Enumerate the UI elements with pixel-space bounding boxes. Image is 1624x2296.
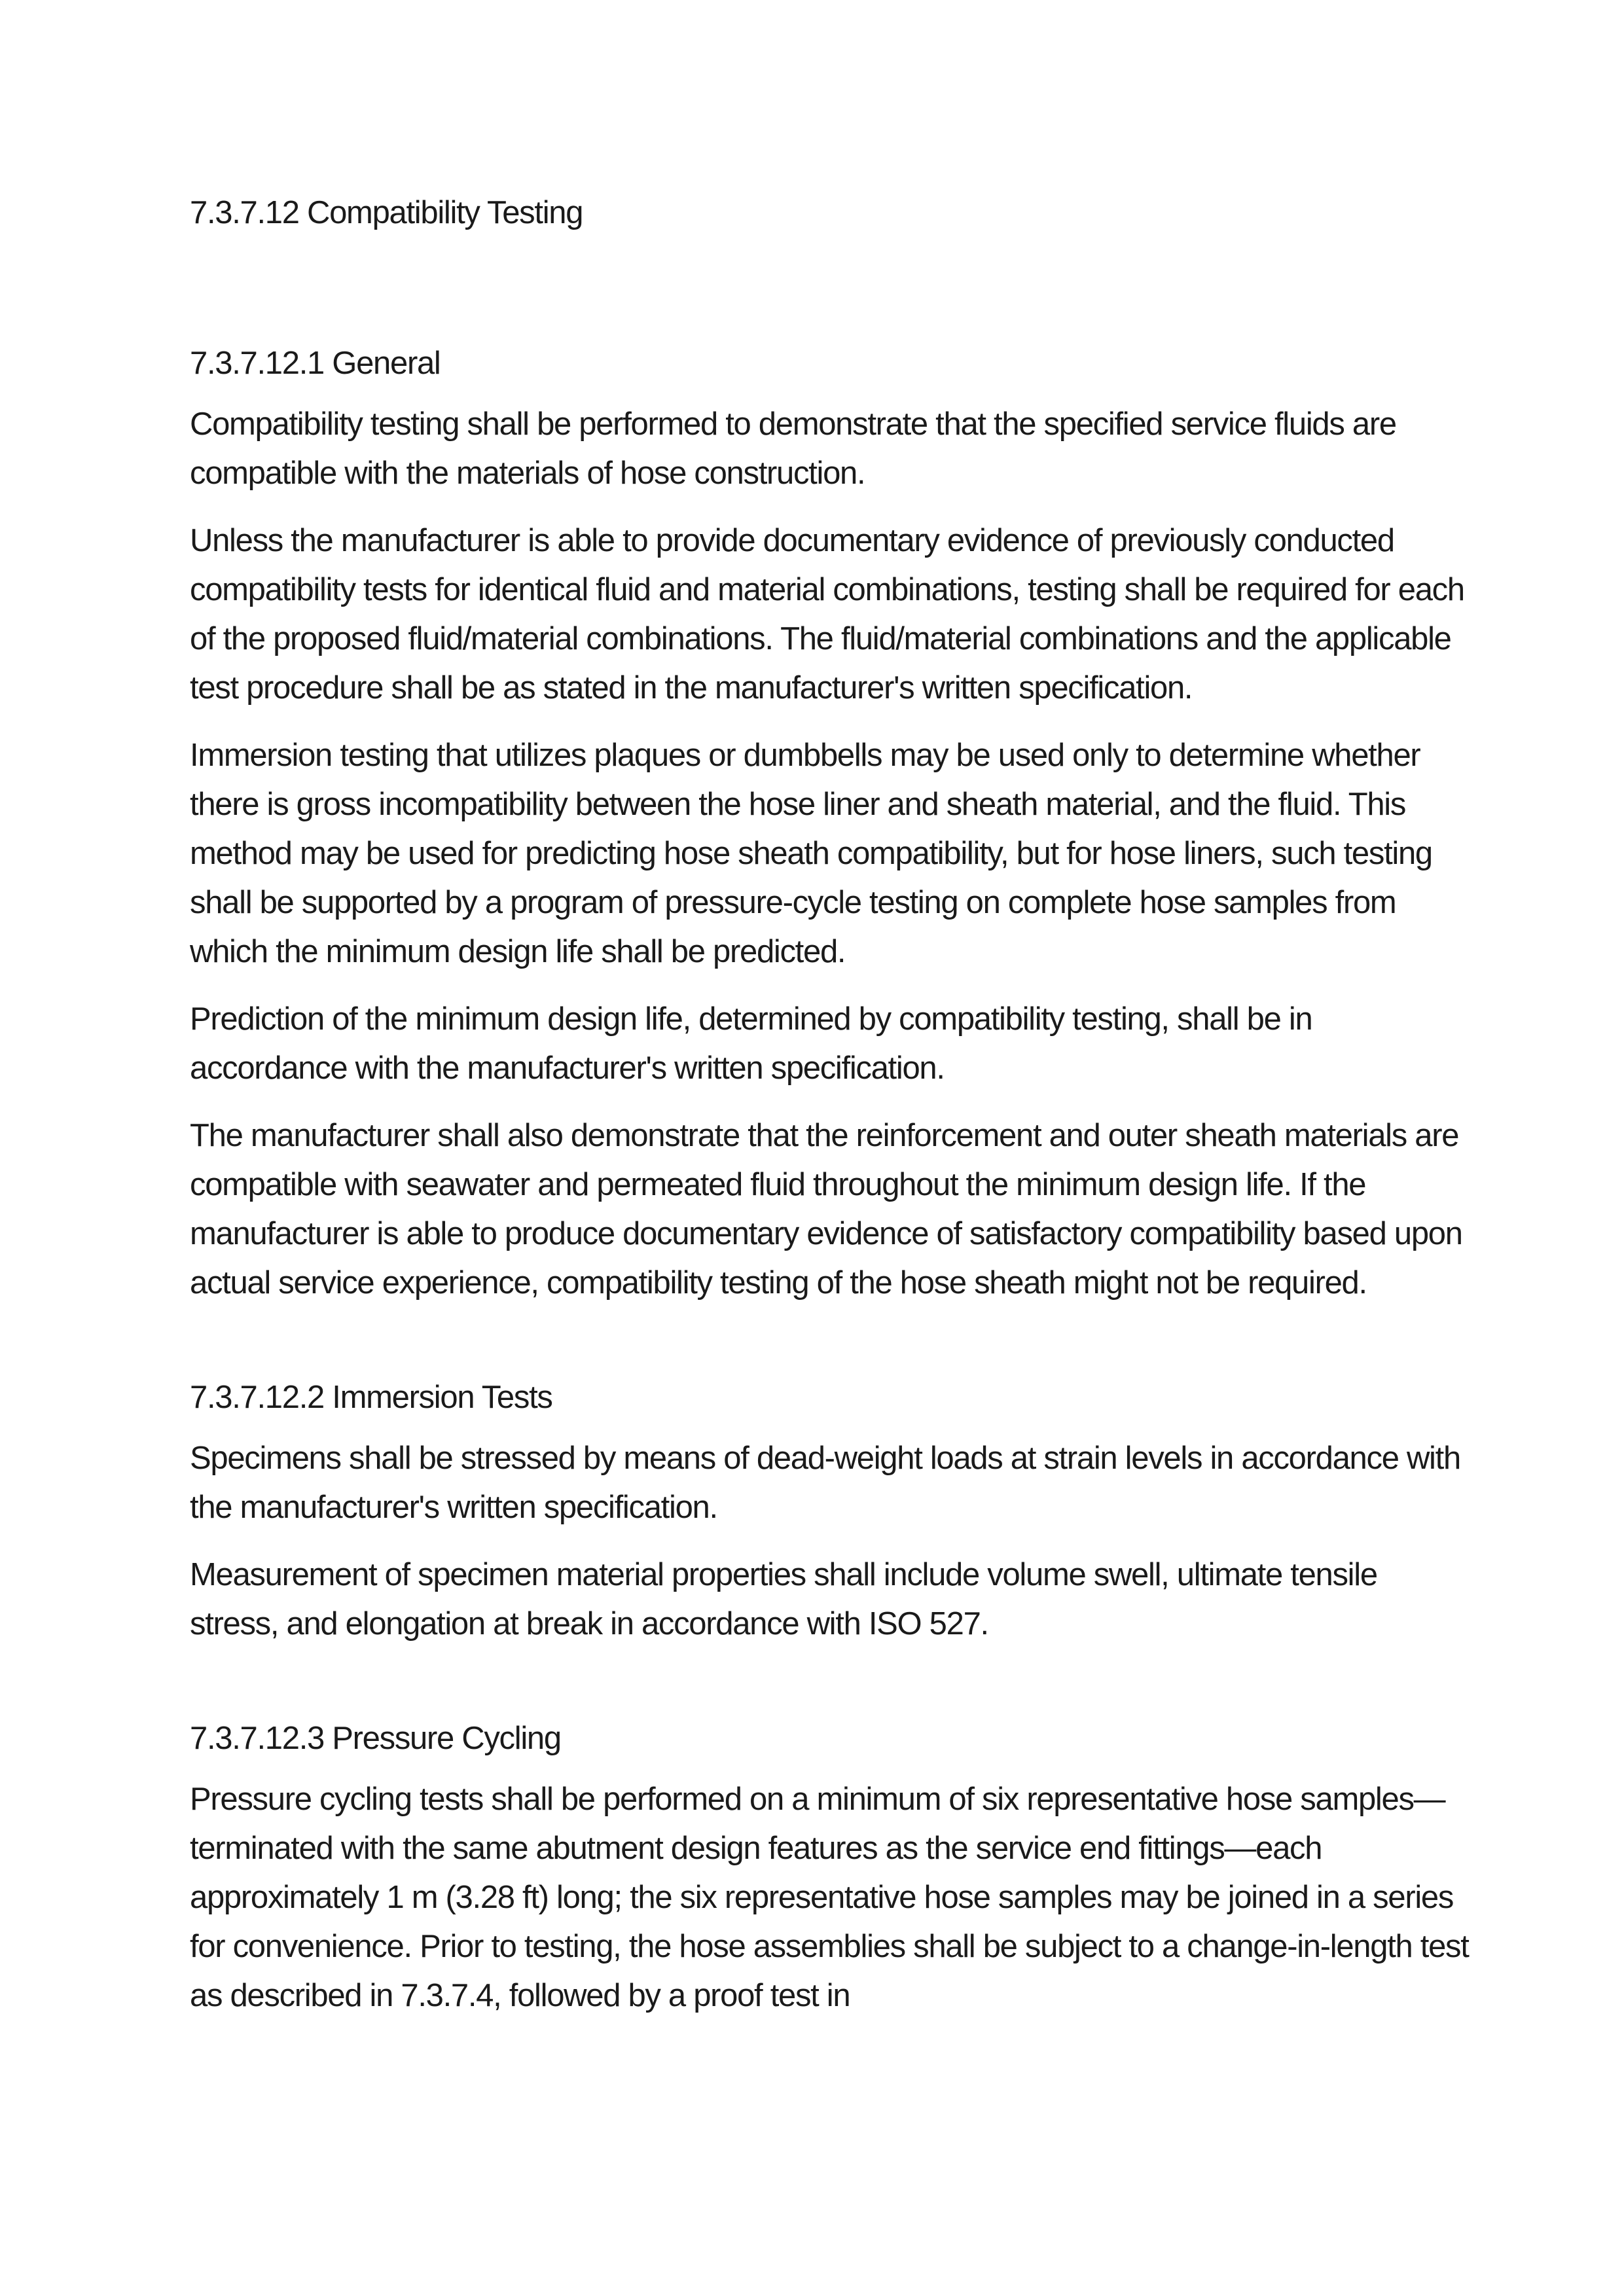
paragraph: Compatibility testing shall be performed to demonstrate that the specified service fluids are compatible with the materials of hose construction.	[190, 406, 1396, 491]
paragraph: Unless the manufacturer is able to provide documentary evidence of previously conducted compatibility tests for identical fluid and material combinations, testing shall be required for each of the proposed fluid/material combinations. The fluid/material combinations and the applicable test procedure shall be as stated in the manufacturer's written specification.	[190, 523, 1464, 706]
subsection-heading-general: 7.3.7.12.1 General	[190, 346, 441, 381]
paragraph: Immersion testing that utilizes plaques or dumbbells may be used only to determine whether there is gross incompatibility between the hose liner and sheath material, and the fluid. This method may be used for predicting hose sheath compatibility, but for hose liners, such testing shall be supported by a program of pressure-cycle testing on complete hose samples from which the minimum design life shall be predicted.	[190, 738, 1432, 969]
paragraph: Measurement of specimen material properties shall include volume swell, ultimate tensile stress, and elongation at break in accordance with ISO 527.	[190, 1557, 1377, 1641]
subsection-pressure-cycling	[190, 1714, 1473, 2020]
subsection-heading-immersion-tests: 7.3.7.12.2 Immersion Tests	[190, 1380, 552, 1415]
paragraph: Specimens shall be stressed by means of dead-weight loads at strain levels in accordance with the manufacturer's written specification.	[190, 1441, 1460, 1525]
subsection-heading-pressure-cycling: 7.3.7.12.3 Pressure Cycling	[190, 1721, 561, 1756]
section-heading: 7.3.7.12 Compatibility Testing	[190, 195, 583, 230]
paragraph: Pressure cycling tests shall be performed on a minimum of six representative hose samples—terminated with the same abutment design features as the service end fittings—each approximately 1 m (3.28 ft) long; the six representative hose samples may be joined in a series for convenience. Prior to testing, the hose assemblies shall be subject to a change-in-length test as described in 7.3.7.4, followed by a proof test in	[190, 1782, 1469, 2013]
paragraph: The manufacturer shall also demonstrate that the reinforcement and outer sheath materials are compatible with seawater and permeated fluid throughout the minimum design life. If the manufacturer is able to produce documentary evidence of satisfactory compatibility based upon actual service experience, compatibility testing of the hose sheath might not be required.	[190, 1118, 1462, 1300]
subsection-general	[190, 339, 1473, 1308]
subsection-immersion-tests	[190, 1373, 1473, 1649]
paragraph: Prediction of the minimum design life, determined by compatibility testing, shall be in accordance with the manufacturer's written specification.	[190, 1001, 1312, 1086]
